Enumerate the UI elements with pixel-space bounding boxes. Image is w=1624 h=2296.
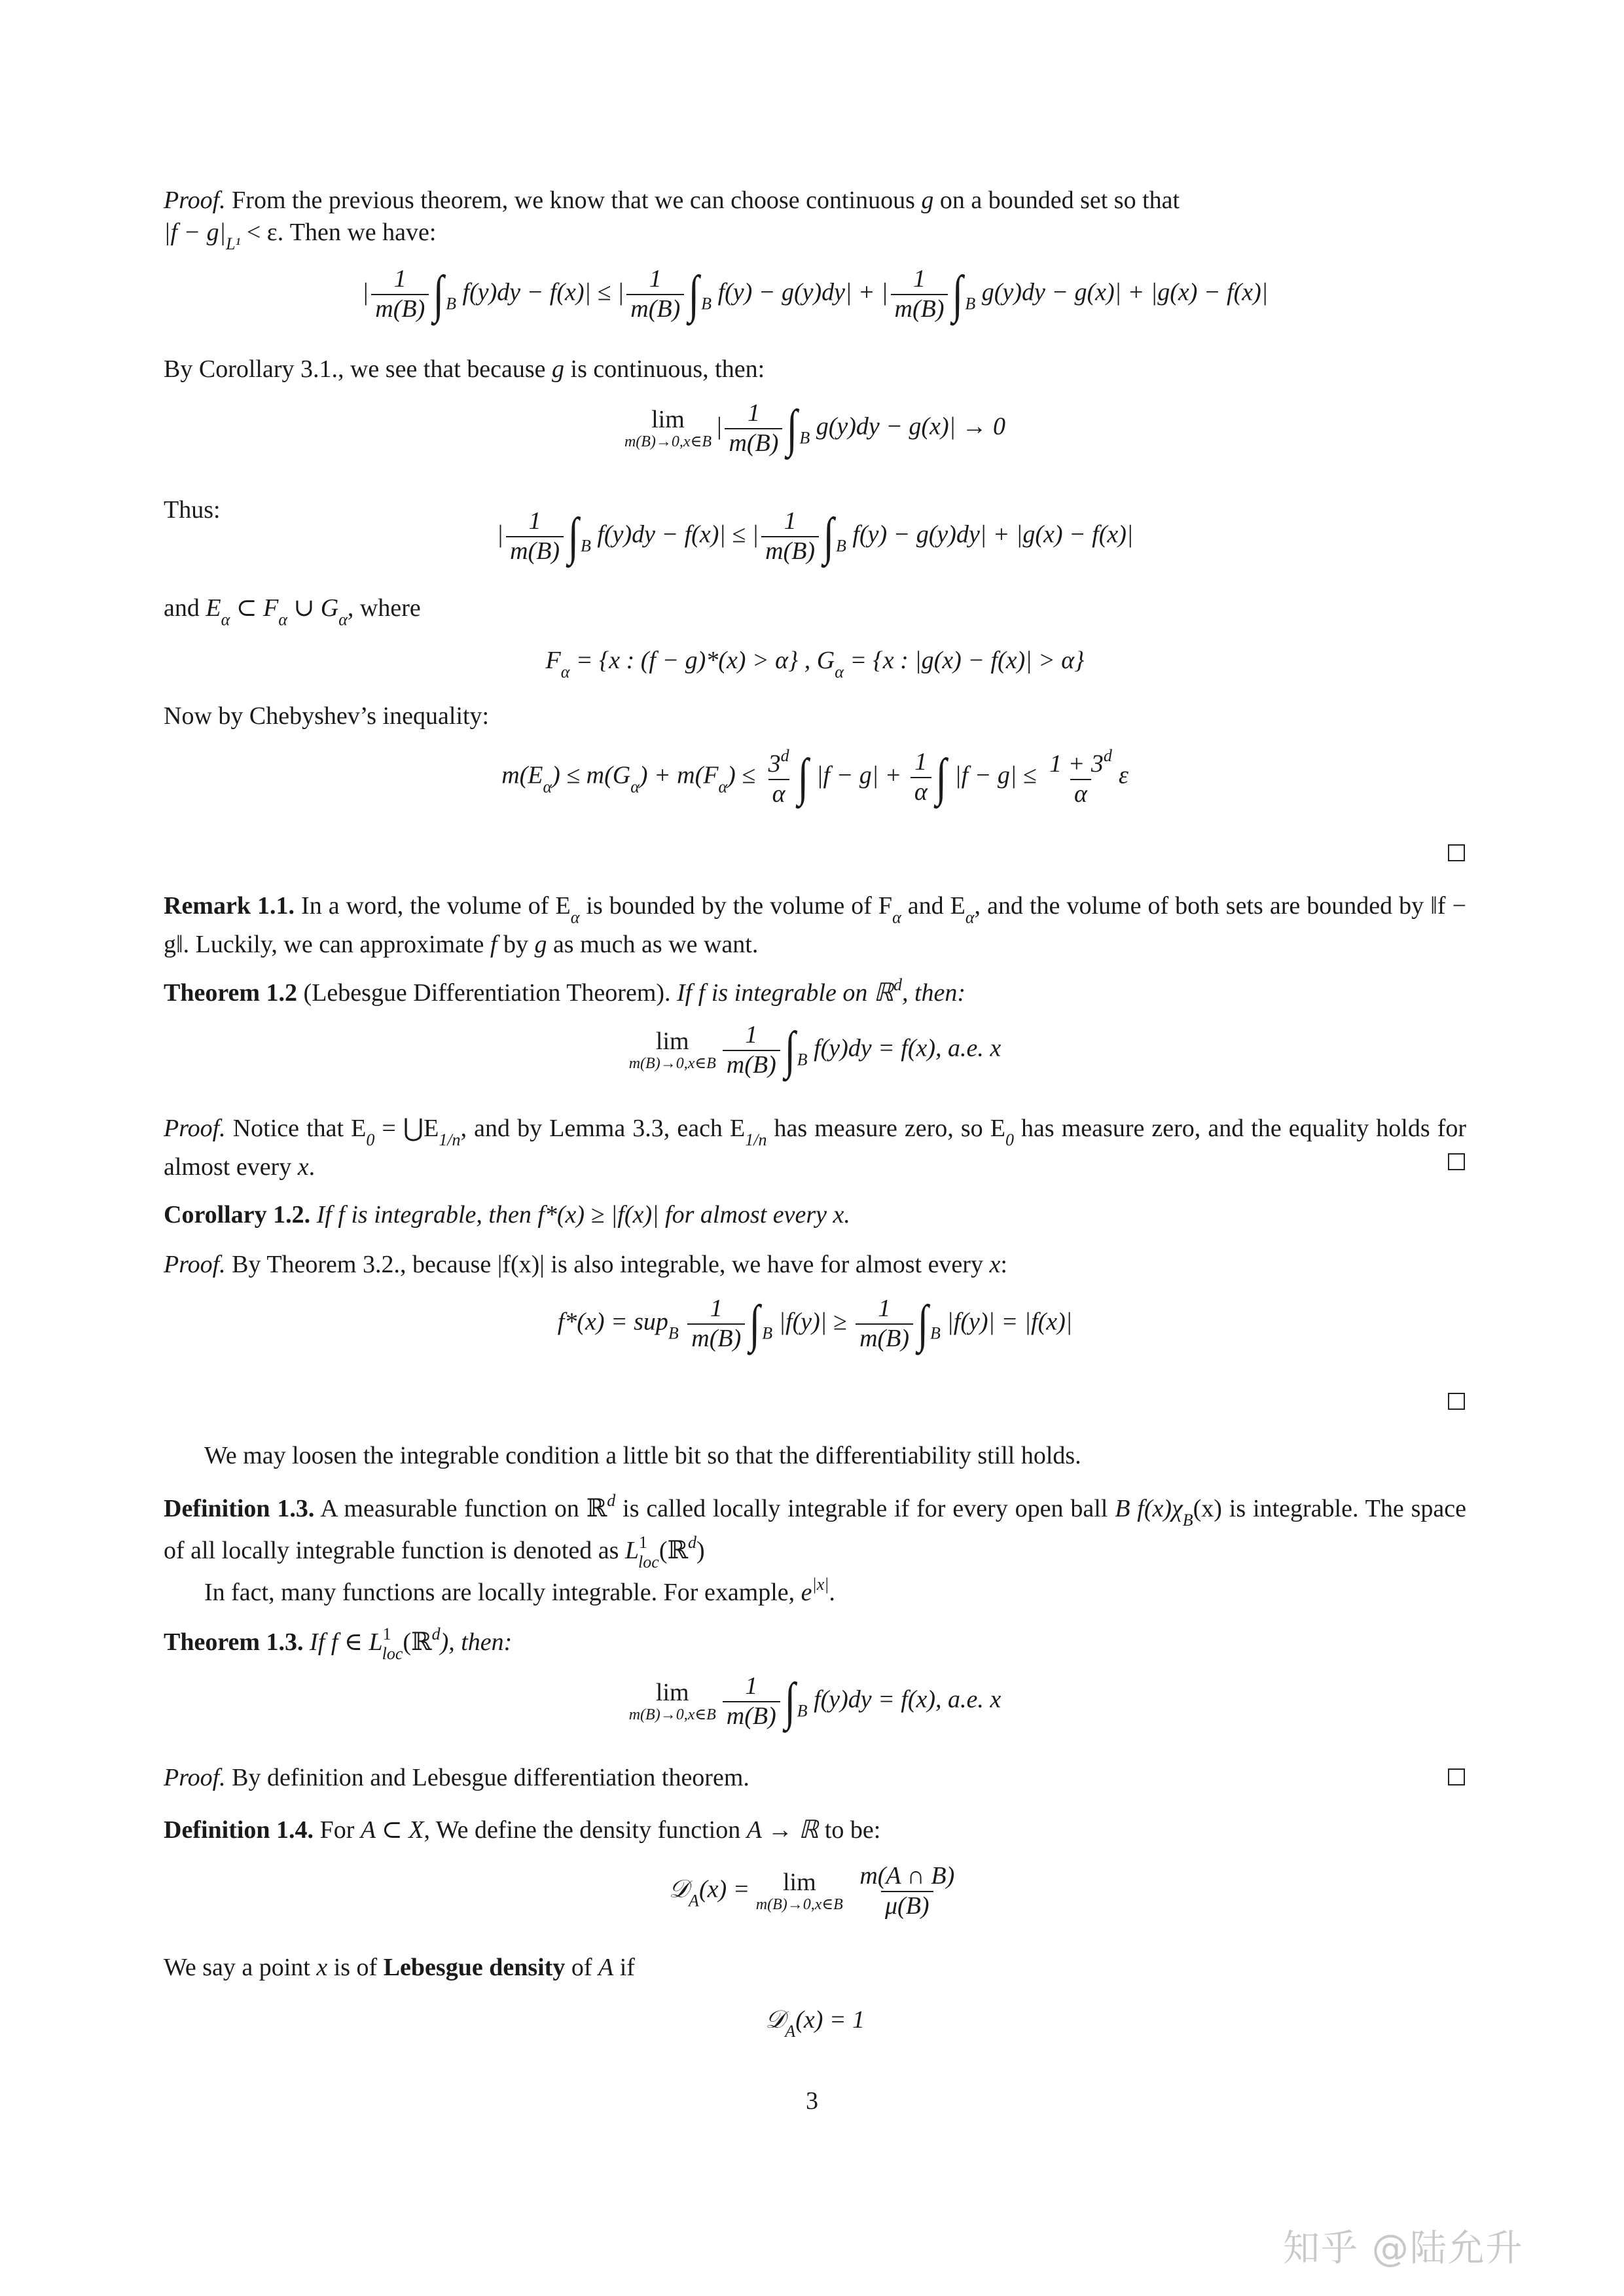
proof-paragraph-2: Proof. Notice that $E_0$ = $⋃E_{1/n}$, and by Lemma 3.3, each $E_{1/n}$ has measure zero, so $E_0$ has measure zero, and the equality holds for almost every x.	[164, 1115, 1466, 1181]
loosen-paragraph: We may loosen the integrable condition a little bit so that the differentiability still holds.	[204, 1442, 1081, 1469]
proof-paragraph-4: Proof. By definition and Lebesgue differentiation theorem.	[164, 1764, 749, 1791]
corollary-1-2: Corollary 1.2. If f is integrable, then f*(x) ≥ |f(x)| for almost every x.	[164, 1201, 850, 1229]
proof-label: Proof.	[164, 187, 226, 214]
and-line: and $E_\alpha$ ⊂ $F_\alpha$ ∪ $G_\alpha$, where	[164, 594, 421, 629]
equation-density-one: 𝒟$_A$(x) = 1	[765, 2006, 865, 2041]
chebyshev-line: Now by Chebyshev’s inequality:	[164, 702, 490, 730]
qed-box-2	[1448, 1153, 1465, 1170]
equation-5: $m(E_\alpha) \le m(G_\alpha) + m(F_\alpha)$ ≤ $\frac{3^d}{\alpha}$ ∫ |f − g| + $\frac{1}{\alpha}$ ∫ |f − g| ≤ $\frac{1 + 3^d}{\alpha}$ ε	[501, 746, 1128, 808]
watermark-text: 知乎 @陆允升	[1283, 2227, 1524, 2270]
equation-1: | $\frac{1}{m(B)}$ ∫ $_B$ f(y)dy − f(x)| ≤ | $\frac{1}{m(B)}$ ∫ $_B$ f(y) − g(y)dy| + | $\frac{1}{m(B)}$ ∫ $_B$ g(y)dy − g(x)| + |g(x) − f(x)|	[361, 265, 1269, 323]
qed-box-3	[1448, 1393, 1465, 1410]
remark-1-1: Remark 1.1. In a word, the volume of $E_\alpha$ is bounded by the volume of $F_\alpha$ and $E_\alpha$, and the volume of both sets are bounded by ‖f − g‖. Luckily, we can approximate f by g as much as we want.	[164, 892, 1467, 958]
equation-density: 𝒟$_A$(x) = lim m(B)→0,x∈B $\frac{m(A \cap B)}{\mu(B)}$	[668, 1862, 955, 1920]
in-fact-paragraph: In fact, many functions are locally integrable. For example, $e^{|x|}$.	[204, 1575, 835, 1606]
page-number: 3	[806, 2087, 818, 2115]
equation-3: | $\frac{1}{m(B)}$ ∫ $_B$ f(y)dy − f(x)| ≤ | $\frac{1}{m(B)}$ ∫ $_B$ f(y) − g(y)dy| + |g(x) − f(x)|	[496, 507, 1134, 565]
qed-box-4	[1448, 1768, 1465, 1785]
equation-2: lim m(B)→0,x∈B | $\frac{1}{m(B)}$ ∫ $_B$ g(y)dy − g(x)| → 0	[624, 399, 1006, 457]
definition-1-3: Definition 1.3. A measurable function on ℝ$^d$ is called locally integrable if for every open ball B $f(x)\chi_B(x)$ is integrable. The space of all locally integrable function is denoted as $L^1_{loc}(ℝ^d)$	[164, 1491, 1466, 1571]
equation-theorem-1-3: lim m(B)→0,x∈B $\frac{1}{m(B)}$ ∫ $_B$ f(y)dy = f(x), a.e. x	[628, 1672, 1001, 1731]
equation-4: $F_\alpha = \{x$ : (f − g)*(x) > α} , $G_\alpha = \{x$ : |g(x) − f(x)| > α}	[545, 647, 1085, 681]
thus-label: Thus:	[164, 496, 221, 524]
theorem-1-2: Theorem 1.2 (Lebesgue Differentiation Theorem). If f is integrable on ℝ$^d$, then:	[164, 975, 966, 1007]
equation-6: lim m(B)→0,x∈B $\frac{1}{m(B)}$ ∫ $_B$ f(y)dy = f(x), a.e. x	[628, 1021, 1001, 1079]
proof-paragraph-1: Proof. From the previous theorem, we know that we can choose continuous g on a bounded set so that $|f - g|_{L^1} < \varepsilon$. Then we have:	[164, 187, 1180, 254]
equation-7: f*(x) = sup$_B$ $\frac{1}{m(B)}$ ∫ $_B$ |f(y)| ≥ $\frac{1}{m(B)}$ ∫ $_B$ |f(y)| = |f(x)|	[557, 1295, 1073, 1353]
proof-paragraph-3: Proof. By Theorem 3.2., because |f(x)| is also integrable, we have for almost every x:	[164, 1251, 1007, 1278]
theorem-1-3: Theorem 1.3. If f ∈ $L^1_{loc}(ℝ^d)$, then:	[164, 1624, 513, 1663]
corollary-reference-line: By Corollary 3.1., we see that because g is continuous, then:	[164, 355, 765, 383]
definition-1-4: Definition 1.4. For A ⊂ X, We define the density function A → ℝ to be:	[164, 1816, 881, 1844]
qed-box-1	[1448, 844, 1465, 861]
lebesgue-density-line: We say a point x is of Lebesgue density of A if	[164, 1954, 635, 1981]
